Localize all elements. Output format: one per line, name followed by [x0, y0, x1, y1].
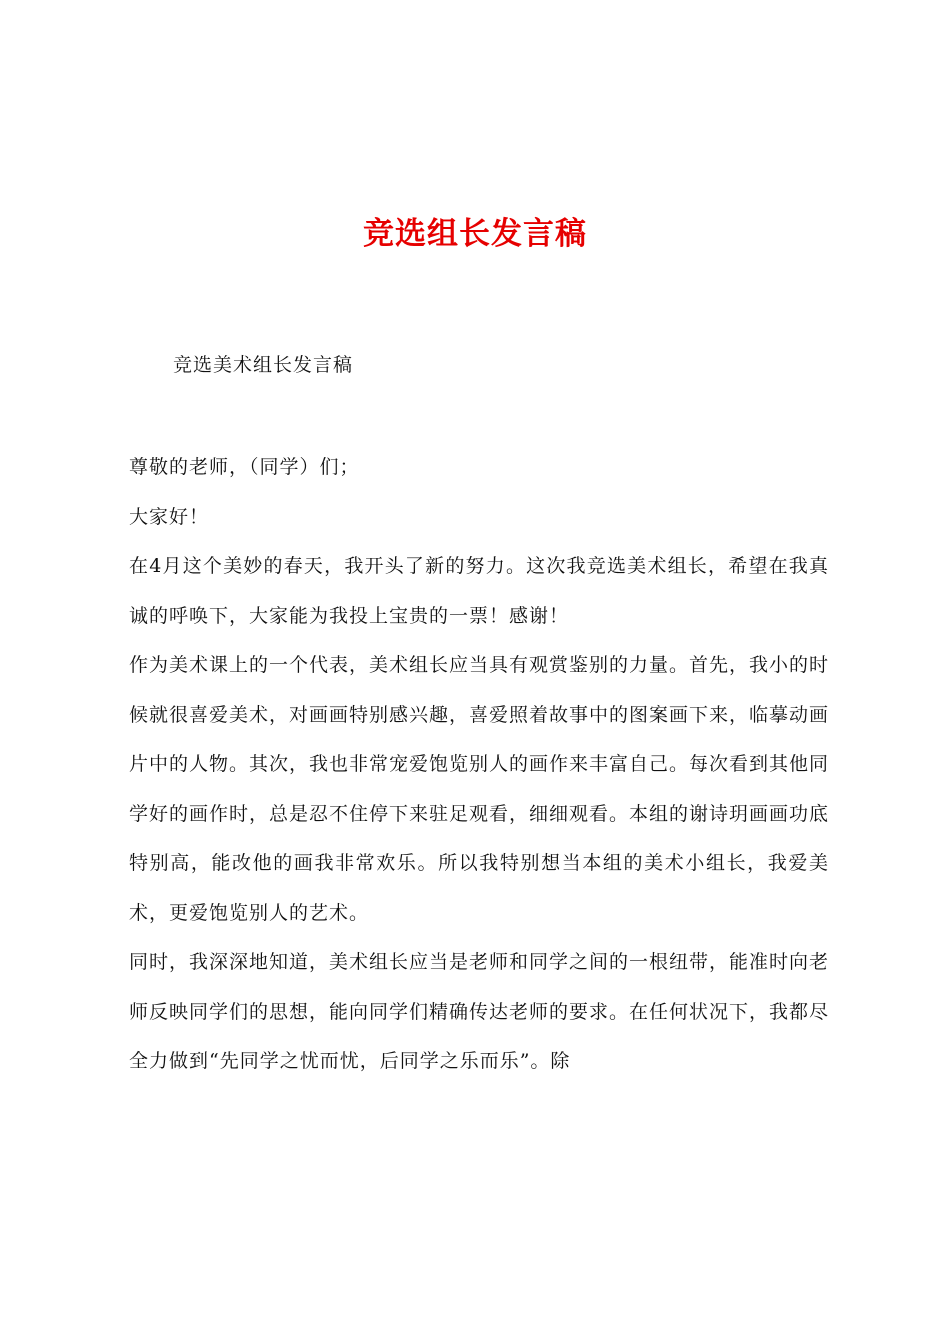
body-paragraph: 同时，我深深地知道，美术组长应当是老师和同学之间的一根纽带，能准时向老师反映同学们的思想，能向同学们精确传达老师的要求。在任何状况下，我都尽全力做到“先同学之忧而忧，后同学之乐而乐”。除 [129, 951, 830, 1072]
document-title: 竞选组长发言稿 [363, 216, 587, 252]
document-body [129, 443, 829, 1087]
document-subtitle: 竞选美术组长发言稿 [173, 354, 354, 376]
hello-paragraph: 大家好！ [129, 505, 210, 528]
greeting-paragraph: 尊敬的老师，（同学）们； [129, 456, 360, 478]
body-paragraph: 在4月这个美妙的春天，我开头了新的努力。这次我竞选美术组长，希望在我真诚的呼唤下，大家能为我投上宝贵的一票！感谢！ [129, 555, 829, 627]
body-paragraph: 作为美术课上的一个代表，美术组长应当具有观赏鉴别的力量。首先，我小的时候就很喜爱美术，对画画特别感兴趣，喜爱照着故事中的图案画下来，临摹动画片中的人物。其次，我也非常宠爱饱览别人的画作来丰富自己。每次看到其他同学好的画作时，总是忍不住停下来驻足观看，细细观看。本组的谢诗玥画画功底特别高，能改他的画我非常欢乐。所以我特别想当本组的美术小组长，我爱美术，更爱饱览别人的艺术。 [129, 654, 830, 924]
